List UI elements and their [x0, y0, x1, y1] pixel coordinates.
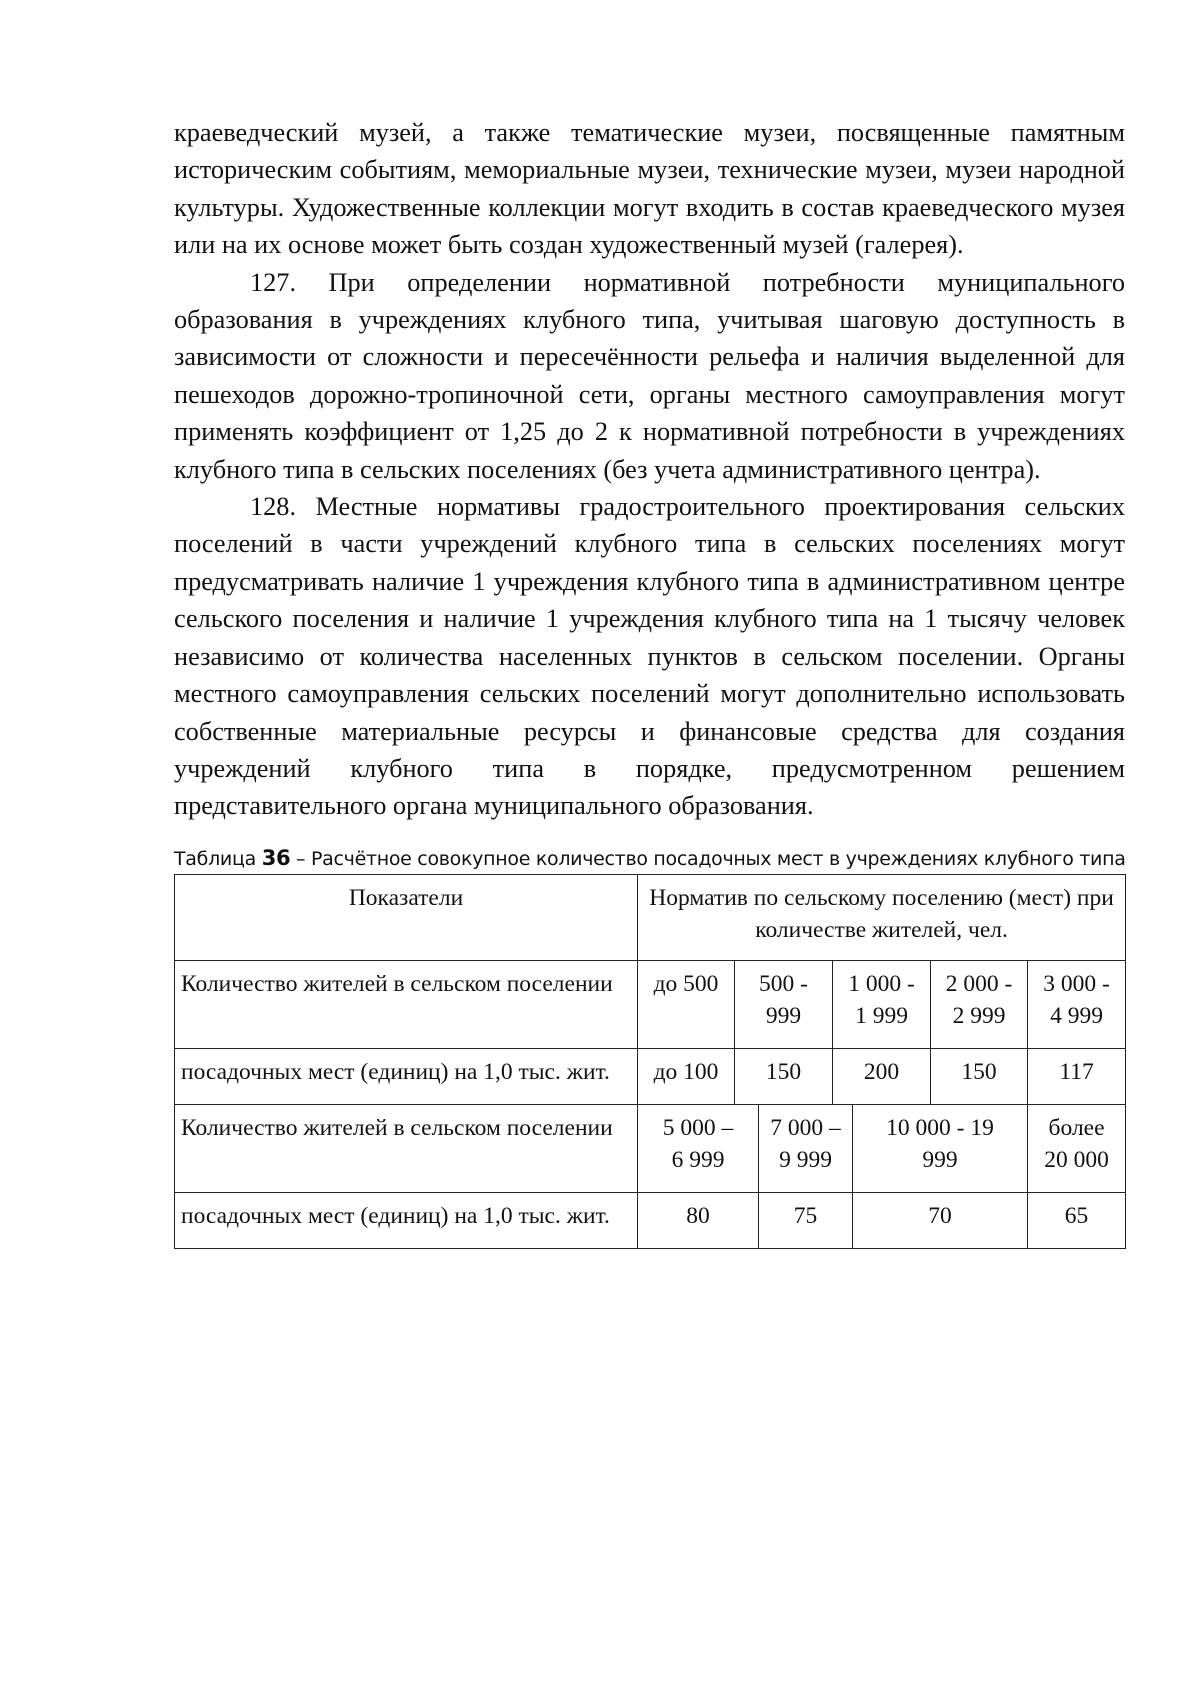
caption-dash: –	[290, 847, 311, 870]
caption-number: 36	[261, 845, 291, 870]
range-cell	[1028, 1104, 1126, 1192]
table-row	[175, 1048, 1126, 1104]
seats-cell: 75	[759, 1192, 853, 1248]
table-row	[175, 1192, 1126, 1248]
range-value: 500 - 999	[759, 970, 808, 1029]
table-header-row	[175, 874, 1126, 960]
range-value: 10 000 - 19 999	[886, 1114, 994, 1173]
seats-cell: 150	[931, 1048, 1028, 1104]
range-cell	[638, 960, 735, 1048]
range-value: 3 000 - 4 999	[1043, 970, 1110, 1029]
table-caption	[174, 846, 1125, 871]
seats-label: посадочных мест (единиц) на 1,0 тыс. жит.	[175, 1192, 638, 1248]
caption-text: Расчётное совокупное количество посадочных мест в учреждениях клубного типа	[311, 847, 1126, 870]
header-norm	[638, 874, 1126, 960]
range-value: до 500	[653, 970, 719, 997]
caption-prefix: Таблица	[174, 847, 262, 870]
paragraph-128: 128. Местные нормативы градостроительного проектирования сельских поселений в части учреждений клубного типа в сельских поселениях могут предусматривать наличие 1 учреждения клубного типа в административном центре сельского поселения и наличие 1 учреждения клубного типа на 1 тысячу человек независимо от количества населенных пунктов в сельском поселении. Органы местного самоуправления сельских поселений могут дополнительно использовать собственные материальные ресурсы и финансовые средства для создания учреждений клубного типа в порядке, предусмотренном решением представительного органа муниципального образования.	[174, 492, 1125, 821]
document-page	[174, 114, 1125, 1249]
seats-cell: 200	[833, 1048, 931, 1104]
seats-label: посадочных мест (единиц) на 1,0 тыс. жит.	[175, 1048, 638, 1104]
table-row	[175, 1104, 1126, 1192]
range-value: 1 000 - 1 999	[848, 970, 915, 1029]
range-value: 5 000 – 6 999	[662, 1114, 734, 1173]
seats-cell: 80	[638, 1192, 759, 1248]
club-seats-table	[174, 874, 1126, 1249]
paragraph-127: 127. При определении нормативной потребности муниципального образования в учреждениях клубного типа, учитывая шаговую доступность в зависимости от сложности и пересечённости рельефа и наличия выделенной для пешеходов дорожно-тропиночной сети, органы местного самоуправления могут применять коэффициент от 1,25 до 2 к нормативной потребности в учреждениях клубного типа в сельских поселениях (без учета административного центра).	[174, 267, 1125, 484]
table-row	[175, 960, 1126, 1048]
range-cell	[853, 1104, 1028, 1192]
seats-cell: до 100	[638, 1048, 735, 1104]
range-cell	[638, 1104, 759, 1192]
seats-cell: 117	[1028, 1048, 1126, 1104]
seats-cell: 70	[853, 1192, 1028, 1248]
seats-cell: 65	[1028, 1192, 1126, 1248]
range-cell	[931, 960, 1028, 1048]
range-cell	[759, 1104, 853, 1192]
range-value: 7 000 – 9 999	[770, 1114, 841, 1173]
range-cell	[735, 960, 833, 1048]
header-indicators: Показатели	[175, 874, 638, 960]
residents-label: Количество жителей в сельском поселении	[175, 960, 638, 1048]
range-cell	[1028, 960, 1126, 1048]
paragraph-museums: краеведческий музей, а также тематические музеи, посвященные памятным историческим событиям, мемориальные музеи, технические музеи, музеи народной культуры. Художественные коллекции могут входить в состав краеведческого музея или на их основе может быть создан художественный музей (галерея).	[174, 118, 1125, 260]
seats-cell: 150	[735, 1048, 833, 1104]
residents-label: Количество жителей в сельском поселении	[175, 1104, 638, 1192]
range-cell	[833, 960, 931, 1048]
range-value: более 20 000	[1044, 1114, 1109, 1173]
header-norm-text: Норматив по сельскому поселению (мест) при количестве жителей, чел.	[649, 884, 1114, 943]
range-value: 2 000 - 2 999	[945, 970, 1013, 1029]
